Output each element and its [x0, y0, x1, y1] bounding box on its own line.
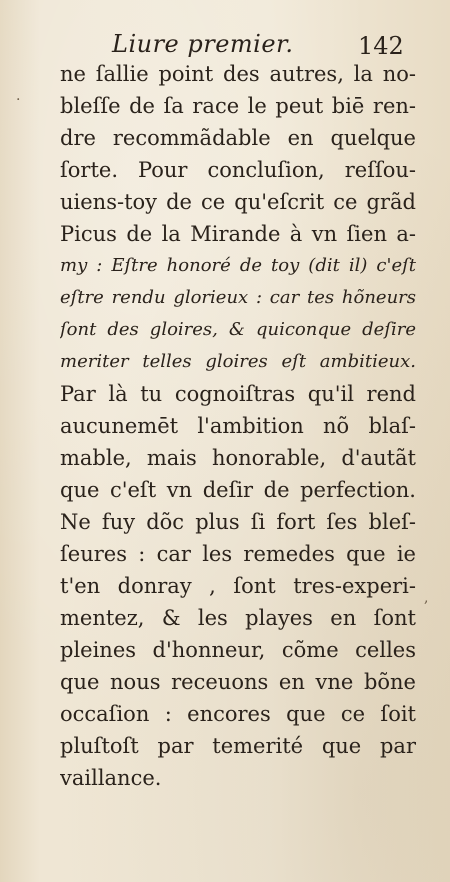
text-line: occaſion : encores que ce ſoit [60, 702, 416, 726]
text-line-italic: ſont des gloires, & quiconque deſire [60, 319, 416, 340]
text-line: ſeures : car les remedes que ie [60, 542, 416, 566]
text-line-italic: my : Eſtre honoré de toy (dit il) c'eſt [60, 255, 416, 276]
text-line: mentez, & les playes en ſont [60, 606, 416, 630]
text-line-italic: meriter telles gloires eſt ambitieux. [60, 351, 416, 372]
margin-mark: , [424, 590, 429, 606]
text-line: mable, mais honorable, d'autãt [60, 446, 416, 470]
text-line: que nous receuons en vne bõne [60, 670, 416, 694]
text-line: vaillance. [60, 766, 162, 790]
body-text [60, 58, 416, 794]
text-line: que c'eſt vn deſir de perfection. [60, 478, 416, 502]
text-line: aucunemēt l'ambition nõ blaſ- [60, 414, 416, 438]
text-line: pleines d'honneur, cõme celles [60, 638, 416, 662]
text-line: Par là tu cognoiſtras qu'il rend [60, 382, 416, 406]
text-line: bleſſe de ſa race le peut biē ren- [60, 94, 416, 118]
page-number: 142 [358, 32, 404, 60]
text-line: dre recommãdable en quelque [60, 126, 416, 150]
text-line: t'en donray , ſont tres-experi- [60, 574, 416, 598]
text-line: pluſtoſt par temerité que par [60, 734, 416, 758]
text-line: Ne fuy dõc plus ſi fort ſes bleſ- [60, 510, 416, 534]
text-line: uiens-toy de ce qu'eſcrit ce grãd [60, 190, 416, 214]
text-line: ſorte. Pour concluſion, reſſou- [60, 158, 416, 182]
running-title: Liure premier. [112, 30, 294, 58]
margin-mark: . [16, 88, 21, 104]
text-line-italic: eſtre rendu glorieux : car tes hõneurs [60, 287, 416, 308]
text-line: Picus de la Mirande à vn ſien a- [60, 222, 416, 246]
text-line: ne ſallie point des autres, la no- [60, 62, 416, 86]
